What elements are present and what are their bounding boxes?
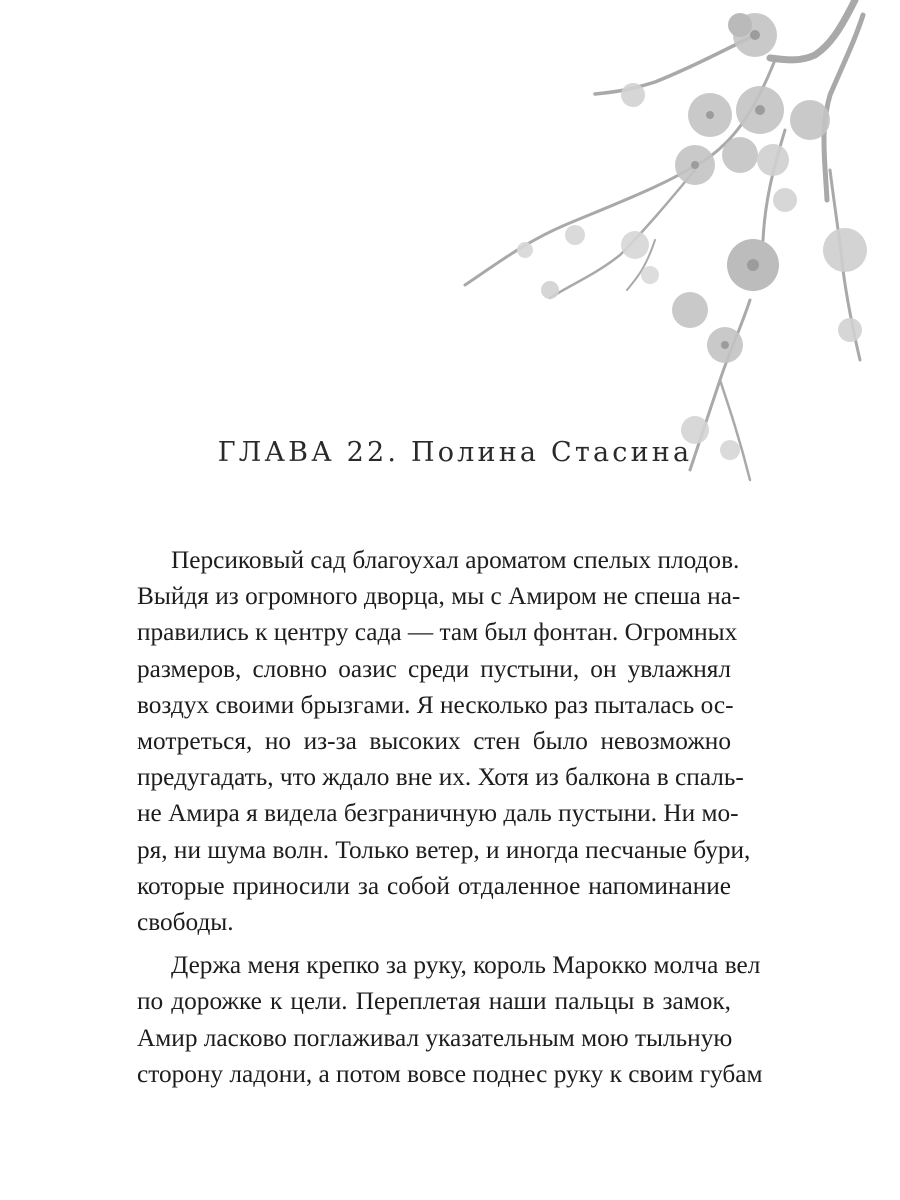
text-line: по дорожке к цели. Переплетая наши пальцы в замок,	[137, 987, 731, 1016]
text-line: Амир ласково поглаживал указательным мою тыльную	[137, 1023, 733, 1052]
text-line: правились к центру сада — там был фонтан. Огромных	[137, 618, 738, 647]
text-line: не Амира я видела безграничную даль пустыни. Ни мо-	[137, 799, 739, 828]
text-line: сторону ладони, а потом вовсе поднес руку к своим губам	[137, 1059, 763, 1088]
text-line: Держа меня крепко за руку, король Марокко молча вел	[171, 951, 761, 980]
text-line: ря, ни шума волн. Только ветер, и иногда песчаные бури,	[137, 835, 751, 864]
text-line: которые приносили за собой отдаленное напоминание	[137, 871, 731, 900]
text-line: мотреться, но из-за высоких стен было невозможно	[137, 727, 731, 756]
text-line: Выйдя из огромного дворца, мы с Амиром не спеша на-	[137, 582, 741, 611]
text-line: размеров, словно оазис среди пустыни, он увлажнял	[137, 654, 731, 683]
text-line: воздух своими брызгами. Я несколько раз пыталась ос-	[137, 690, 734, 719]
text-line: свободы.	[137, 908, 234, 937]
chapter-title: ГЛАВА 22. Полина Стасина	[217, 437, 693, 468]
paragraph	[137, 947, 763, 1092]
text-line: предугадать, что ждало вне их. Хотя из балкона в спаль-	[137, 763, 744, 792]
cherry-blossom-branch-icon	[455, 0, 870, 495]
text-line: Персиковый сад благоухал ароматом спелых плодов.	[171, 546, 740, 574]
paragraph	[137, 542, 751, 940]
chapter-body	[137, 542, 763, 1092]
